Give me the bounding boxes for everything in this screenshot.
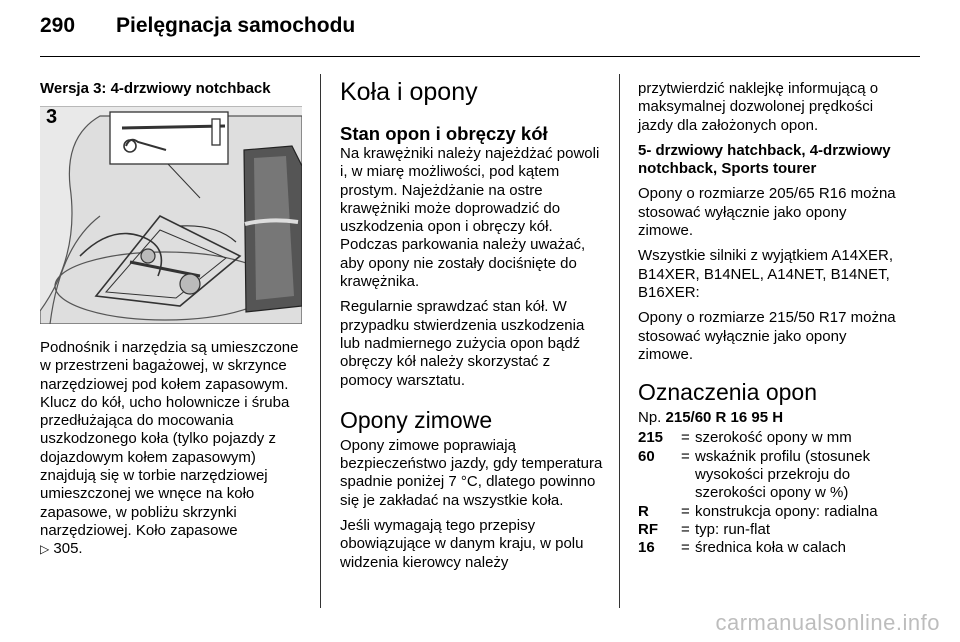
chapter-title: Pielęgnacja samochodu <box>116 14 356 37</box>
size-paragraph-1: Opony o rozmiarze 205/65 R16 można stosować wyłącznie jako opony zimowe. <box>638 185 896 240</box>
subsection-heading-winter: Opony zimowe <box>340 406 493 433</box>
example-line: Np. 215/60 R 16 95 H <box>638 409 784 427</box>
page-reference-link[interactable]: 305. <box>53 540 83 558</box>
table-row: 215 = szerokość opony w mm <box>638 429 852 447</box>
winter-paragraph-2: Jeśli wymagają tego przepisy obowiązujące w danym kraju, w polu widzenia kierowcy należy <box>340 517 584 571</box>
section-title: Koła i opony <box>340 78 478 106</box>
page-number: 290 <box>40 14 76 37</box>
tyre-code-table <box>638 429 900 557</box>
figure-label: 3 <box>46 106 58 128</box>
winter-paragraph-1: Opony zimowe poprawiają bezpieczeństwo jazdy, gdy temperatura spadnie poniżej 7 °C, dlatego powinno się je zakładać na wszystkie koła. <box>340 436 603 509</box>
table-row: RF = typ: run-flat <box>638 520 771 538</box>
column-right <box>638 80 900 558</box>
engines-paragraph: Wszystkie silniki z wyjątkiem A14XER, B14XER, B14NEL, A14NET, B14NET, B16XER: <box>638 247 894 301</box>
version-heading: Wersja 3: 4-drzwiowy notchback <box>40 80 271 97</box>
page-header <box>40 14 355 38</box>
sticker-paragraph: przytwierdzić naklejkę informującą o maksymalnej dozwolonej prędkości jazdy dla założonych opon. <box>638 80 879 134</box>
column-divider-2 <box>619 74 620 608</box>
condition-paragraph-2: Regularnie sprawdzać stan kół. W przypadku stwierdzenia uszkodzenia lub nadmiernego zużycia opon bądź obręczy kół należy skorzystać z pomocy warsztatu. <box>340 298 585 389</box>
triangle-arrow-icon: ▷ <box>40 542 50 557</box>
column-divider-1 <box>320 74 321 608</box>
header-rule <box>40 56 920 57</box>
table-row: R = konstrukcja opony: radialna <box>638 502 878 520</box>
column-middle <box>340 78 604 579</box>
car-trunk-tools-illustration <box>40 106 302 324</box>
body-variants-heading: 5- drzwiowy hatchback, 4-drzwiowy notchback, Sports tourer <box>638 141 891 178</box>
column-left <box>40 80 306 566</box>
size-paragraph-2: Opony o rozmiarze 215/50 R17 można stosować wyłącznie jako opony zimowe. <box>638 309 896 363</box>
table-row: 60 = wskaźnik profilu (stosunek wysokości przekroju do szerokości opony w %) <box>638 447 871 502</box>
trunk-figure <box>40 106 302 324</box>
tools-paragraph: Podnośnik i narzędzia są umieszczone w przestrzeni bagażowej, w skrzynce narzędziowej pod kołem zapasowym. Klucz do kół, ucho holownicze i śruba przedłużająca do mocowania uszkodzonego koła (tylko pojazdy z dojazdowym kołem zapasowym) znajdują się w torbie narzędziowej umieszczonej we wnęce na koło zapasowe, w pobliżu skrzynki narzędziowej. Koło zapasowe ▷ 305. <box>40 339 299 558</box>
watermark: carmanualsonline.info <box>715 610 940 635</box>
condition-paragraph-1: Na krawężniki należy najeżdżać powoli i, w miarę możliwości, pod kątem prostym. Najeżdżanie na ostre krawężniki może doprowadzić do uszkodzenia opon i obręczy kół. Podczas parkowania należy uważać, aby opony nie zostały dociśnięte do krawężnika. <box>340 145 600 291</box>
subsection-heading-condition: Stan opon i obręczy kół <box>340 123 548 144</box>
table-row: 16 = średnica koła w calach <box>638 539 846 557</box>
tyre-markings-heading: Oznaczenia opon <box>638 379 818 406</box>
